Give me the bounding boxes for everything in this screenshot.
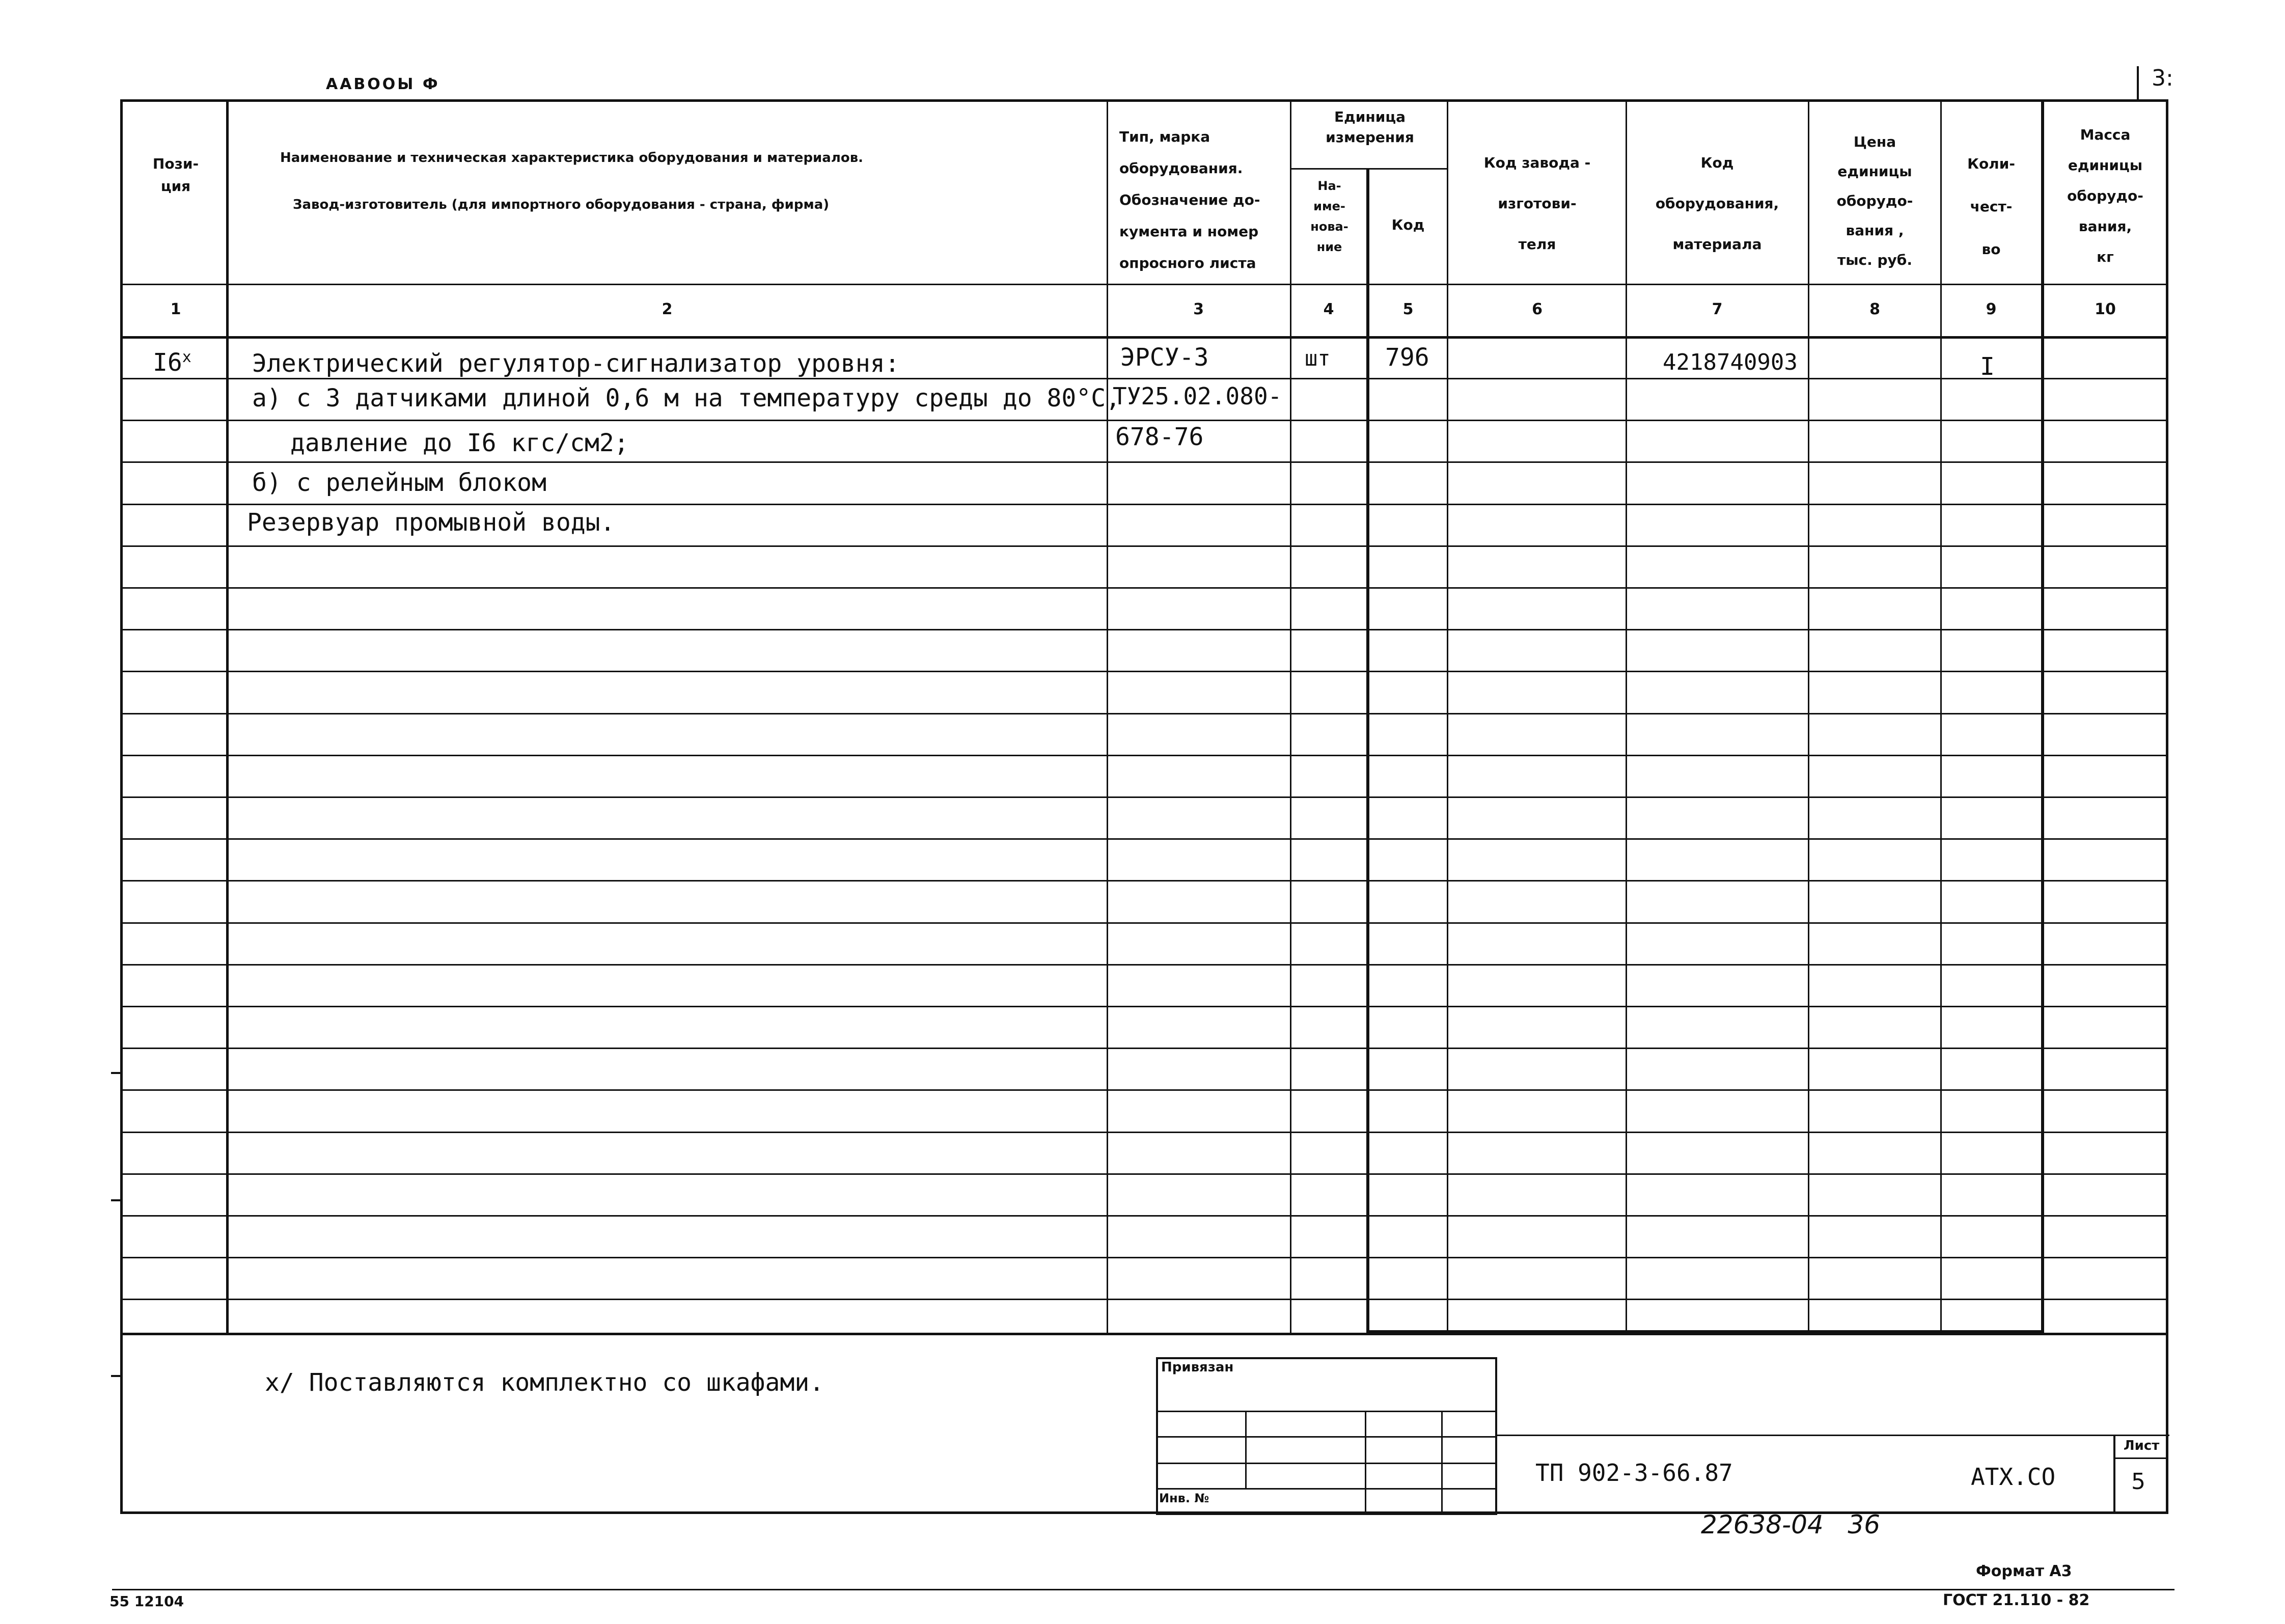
margin-tick-3 xyxy=(111,1375,121,1377)
table-row-line xyxy=(226,1173,2168,1175)
sheet-number: 5 xyxy=(2131,1469,2145,1495)
row1-qty: I xyxy=(1980,352,1995,381)
row3-name: давление до I6 кгс/см2; xyxy=(290,429,629,457)
table-row-line xyxy=(226,1132,2168,1133)
table-row-line-pos xyxy=(120,1215,227,1217)
colnum-9: 9 xyxy=(1986,300,1997,318)
footnote: х/ Поставляются комплектно со шкафами. xyxy=(265,1368,824,1397)
row1-position-mark: x xyxy=(182,348,191,366)
margin-tick-1 xyxy=(111,1072,121,1074)
table-row-line-pos xyxy=(120,1006,227,1007)
unit-bottom-thick xyxy=(1366,1330,2044,1333)
stamp-line-4 xyxy=(1156,1488,1497,1490)
table-row-line xyxy=(226,1089,2168,1091)
format-label: Формат А3 xyxy=(1976,1562,2072,1580)
col-divider-7 xyxy=(1808,99,1809,1334)
table-row-line xyxy=(226,964,2168,966)
header-bottom-line xyxy=(120,284,2168,285)
table-row-line-pos xyxy=(120,420,227,421)
table-row-line-pos xyxy=(120,922,227,924)
header-col5: Код xyxy=(1391,216,1425,233)
table-row-line-pos xyxy=(120,964,227,966)
table-row-line xyxy=(226,1257,2168,1258)
table-row-line-pos xyxy=(120,378,227,379)
colnum-8: 8 xyxy=(1869,300,1880,318)
table-row-line xyxy=(226,838,2168,840)
header-col8: Цена единицы оборудо- вания , тыс. руб. xyxy=(1836,133,1913,268)
table-row-line xyxy=(226,713,2168,714)
col-divider-6 xyxy=(1626,99,1627,1334)
top-fragment: ААВООЫ Ф xyxy=(326,75,440,93)
title-block-line xyxy=(1497,1435,2169,1436)
stamp-line-3 xyxy=(1156,1463,1497,1464)
margin-tick-2 xyxy=(111,1199,121,1201)
table-row-line-pos xyxy=(120,1048,227,1049)
table-row-line-pos xyxy=(120,461,227,463)
header-col10: Масса единицы оборудо- вания, кг xyxy=(2067,126,2143,265)
row4-name: б) с релейным блоком xyxy=(252,469,546,497)
col-divider-3 xyxy=(1290,99,1291,1334)
colnum-3: 3 xyxy=(1193,300,1204,318)
table-row-line-pos xyxy=(120,1299,227,1300)
col-divider-8 xyxy=(1940,99,1942,1334)
table-row-line-pos xyxy=(120,1173,227,1175)
table-row-line xyxy=(226,796,2168,798)
table-row-line-pos xyxy=(120,1132,227,1133)
header-col6: Код завода - изготови- теля xyxy=(1483,154,1591,253)
table-row-line xyxy=(226,1048,2168,1049)
stamp-line-2 xyxy=(1156,1436,1497,1438)
table-row-line-pos xyxy=(120,545,227,547)
row2-type: ТУ25.02.080- xyxy=(1113,382,1282,410)
colnum-7: 7 xyxy=(1712,300,1723,318)
col-divider-9 xyxy=(2041,99,2044,1334)
table-row-line xyxy=(226,922,2168,924)
header-col2-line1: Наименование и техническая характеристика оборудования и материалов. xyxy=(280,150,864,166)
stamp-privyazan: Привязан xyxy=(1161,1360,1234,1375)
row1-position xyxy=(153,342,191,378)
col-divider-5 xyxy=(1447,99,1448,1334)
doc-code: ТП 902-3-66.87 xyxy=(1535,1459,1733,1487)
stamp-vline-2 xyxy=(1365,1411,1366,1515)
stamp-vline-3 xyxy=(1441,1411,1443,1515)
table-row-line xyxy=(226,1299,2168,1300)
colnum-5: 5 xyxy=(1402,300,1414,318)
stamp-line-1 xyxy=(1156,1411,1497,1412)
footer-rule xyxy=(112,1589,2174,1590)
colnum-10: 10 xyxy=(2095,300,2116,318)
row3-type: 678-76 xyxy=(1115,423,1204,451)
table-row-line-pos xyxy=(120,629,227,630)
row1-unit: шт xyxy=(1305,346,1331,371)
table-row-line xyxy=(226,755,2168,756)
colnum-bottom-line xyxy=(120,336,2168,339)
header-col3: Тип, марка оборудования. Обозначение до- кумента и номер опросного листа xyxy=(1119,128,1260,271)
table-row-line xyxy=(226,545,2168,547)
stamp-vline-1 xyxy=(1245,1411,1247,1488)
table-row-line-pos xyxy=(120,880,227,882)
col-divider-1 xyxy=(226,99,229,1334)
table-row-line-pos xyxy=(120,755,227,756)
row1-equip-code: 4218740903 xyxy=(1663,349,1798,375)
table-row-line-pos xyxy=(120,504,227,505)
row1-type: ЭРСУ-3 xyxy=(1120,343,1209,372)
header-unit-group: Единица измерения xyxy=(1326,108,1414,146)
colnum-1: 1 xyxy=(170,300,181,318)
table-row-line-pos xyxy=(120,713,227,714)
table-row-line xyxy=(226,671,2168,672)
table-row-line-pos xyxy=(120,796,227,798)
header-col1: Пози- ция xyxy=(152,155,199,195)
doc-mark: АТХ.СО xyxy=(1971,1463,2056,1491)
table-row-line-pos xyxy=(120,1257,227,1258)
corner-fragment: 3: xyxy=(2152,65,2173,91)
table-row-line xyxy=(226,587,2168,589)
row5-name: Резервуар промывной воды. xyxy=(247,508,615,537)
bottom-left-code: 55 12104 xyxy=(109,1593,184,1610)
table-row-line xyxy=(226,420,2168,421)
header-col7: Код оборудования, материала xyxy=(1655,154,1779,253)
table-row-line-pos xyxy=(120,1089,227,1091)
header-col4: На- име- нова- ние xyxy=(1310,179,1348,254)
table-row-line xyxy=(226,504,2168,505)
sheet-label: Лист xyxy=(2124,1438,2160,1453)
table-row-line-pos xyxy=(120,838,227,840)
table-row-line xyxy=(226,1215,2168,1217)
table-row-line-pos xyxy=(120,671,227,672)
col-divider-4 xyxy=(1366,168,1369,1334)
header-col9: Коли- чест- во xyxy=(1967,155,2015,258)
stamp-inv: Инв. № xyxy=(1159,1491,1209,1505)
corner-bracket xyxy=(2137,66,2139,102)
colnum-2: 2 xyxy=(662,300,673,318)
row1-name: Электрический регулятор-сигнализатор уровня: xyxy=(252,349,900,378)
header-col2-line2: Завод-изготовитель (для импортного оборудования - страна, фирма) xyxy=(293,197,830,212)
table-row-line xyxy=(226,629,2168,630)
table-row-line-pos xyxy=(120,587,227,589)
colnum-4: 4 xyxy=(1323,300,1334,318)
col-divider-2 xyxy=(1107,99,1108,1334)
colnum-6: 6 xyxy=(1532,300,1543,318)
row1-unit-code: 796 xyxy=(1385,343,1429,372)
sheet-box-divider xyxy=(2113,1457,2168,1459)
handwritten-number: 22638-04 36 xyxy=(1701,1510,1881,1539)
gost-label: ГОСТ 21.110 - 82 xyxy=(1943,1591,2090,1609)
table-row-line xyxy=(226,1006,2168,1007)
row1-position-value: I6 xyxy=(153,348,182,377)
table-row-line xyxy=(226,880,2168,882)
table-row-line xyxy=(226,461,2168,463)
row2-name: а) с 3 датчиками длиной 0,6 м на температуру среды до 80°С, xyxy=(252,384,1121,412)
